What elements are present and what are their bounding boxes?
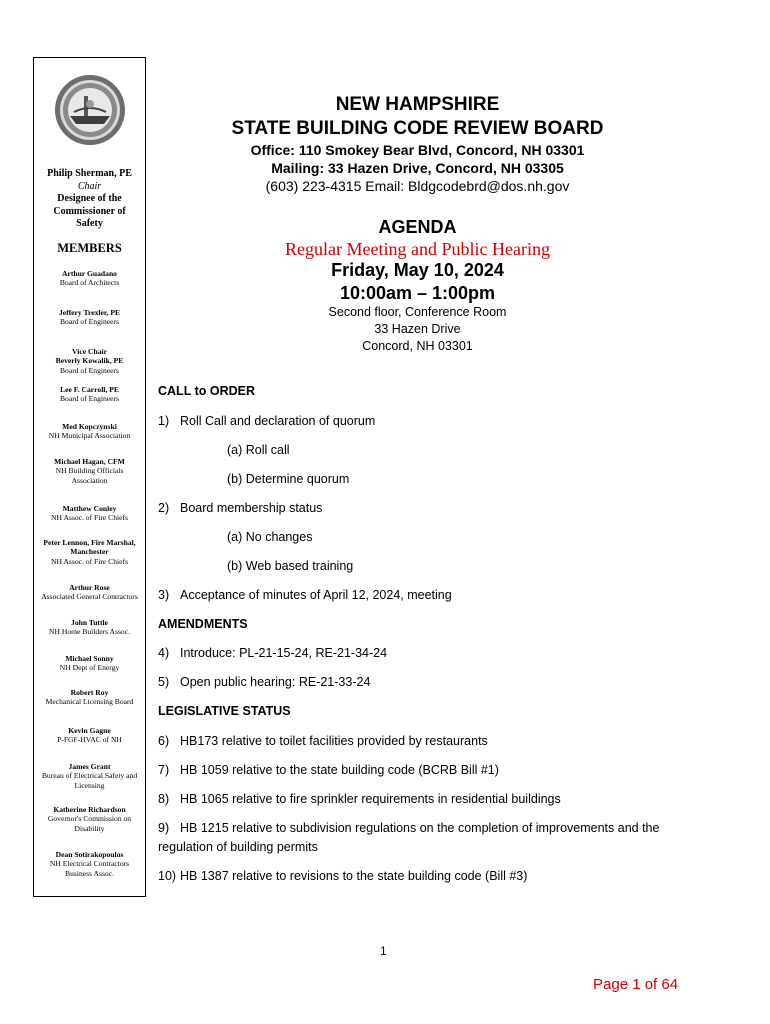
member-name: John Tuttle (71, 618, 108, 627)
section-legislative-status: LEGISLATIVE STATUS (158, 704, 291, 718)
member-organization: Association (71, 475, 108, 485)
member-entry (34, 654, 145, 673)
member-entry (34, 504, 145, 523)
member-entry (34, 583, 145, 602)
member-entry (34, 726, 145, 745)
member-name: Vice Chair (72, 347, 107, 356)
member-name: James Grant (68, 762, 111, 771)
member-organization: Disability (74, 823, 105, 833)
member-name: Lee F. Carroll, PE (60, 385, 119, 394)
member-organization: Bureau of Electrical Safety and (41, 771, 138, 781)
member-name: Kevin Gagne (68, 726, 111, 735)
member-entry (34, 308, 145, 327)
member-name: Arthur Guadano (62, 269, 117, 278)
agenda-item (158, 792, 561, 806)
agenda-subitem: (b) Determine quorum (227, 472, 350, 486)
agenda-item (158, 821, 659, 835)
member-organization: Associated General Contractors (41, 592, 138, 602)
item-number: 9) (158, 821, 170, 835)
chair-designation: Safety (76, 218, 103, 229)
contact-line: (603) 223-4315 Email: Bldgcodebrd@dos.nh.gov (265, 178, 570, 194)
member-entry (34, 347, 145, 375)
member-entry (34, 422, 145, 441)
agenda-item (158, 588, 452, 602)
member-name: Robert Roy (70, 688, 109, 697)
mailing-address: Mailing: 33 Hazen Drive, Concord, NH 03305 (271, 160, 564, 176)
agenda-item (158, 734, 488, 748)
member-organization: NH Home Builders Assoc. (49, 627, 130, 637)
member-name: Michael Sonny (65, 654, 114, 663)
agenda-subitem: (a) No changes (227, 530, 313, 544)
member-name: Peter Lennon, Fire Marshal, (43, 538, 136, 547)
item-text: Open public hearing: RE-21-33-24 (180, 675, 371, 689)
agenda-subitem: (a) Roll call (227, 443, 290, 457)
member-organization: NH Electrical Contractors (49, 859, 130, 869)
member-organization: Governor's Commission on (47, 814, 132, 824)
location-line: 33 Hazen Drive (374, 322, 461, 336)
agenda-title: AGENDA (378, 217, 457, 237)
item-text: Roll Call and declaration of quorum (180, 414, 376, 428)
member-entry (34, 762, 145, 790)
member-organization: Licensing (74, 780, 105, 790)
item-text: HB 1215 relative to subdivision regulations on the completion of improvements and the (180, 821, 660, 835)
member-name: Beverly Kowalik, PE (55, 356, 124, 366)
members-sidebar (33, 57, 146, 897)
item-number: 3) (158, 588, 170, 602)
org-name-line2: STATE BUILDING CODE REVIEW BOARD (231, 118, 604, 139)
member-name: Michael Hagan, CFM (54, 457, 125, 466)
member-name: Dean Sotirakopoulos (55, 850, 124, 859)
agenda-subitem: (b) Web based training (227, 559, 354, 573)
item-text: HB 1065 relative to fire sprinkler requirements in residential buildings (180, 792, 561, 806)
section-amendments: AMENDMENTS (158, 617, 248, 631)
member-organization: P-FGF-HVAC of NH (57, 735, 122, 745)
agenda-item (158, 675, 370, 689)
member-entry (34, 385, 145, 404)
member-entry (34, 688, 145, 707)
member-organization: Board of Architects (59, 278, 120, 288)
item-number: 10) (158, 869, 177, 883)
chair-designation: Designee of the (57, 193, 122, 204)
agenda-item (158, 763, 499, 777)
location-line: Second floor, Conference Room (328, 305, 507, 319)
state-seal-icon (54, 74, 126, 146)
member-name: Matthew Conley (62, 504, 117, 513)
member-organization: Board of Engineers (59, 317, 120, 327)
chair-designation: Commissioner of (53, 205, 126, 217)
member-name: Med Kopczynski (62, 422, 117, 431)
member-entry (34, 805, 145, 833)
office-address: Office: 110 Smokey Bear Blvd, Concord, NH 03301 (250, 142, 585, 158)
member-name: Katherine Richardson (53, 805, 126, 814)
member-name: Arthur Rose (69, 583, 110, 592)
page-of-total: Page 1 of 64 (593, 976, 679, 993)
item-text: HB 1059 relative to the state building code (BCRB Bill #1) (180, 763, 499, 777)
item-text: Board membership status (180, 501, 323, 515)
meeting-date: Friday, May 10, 2024 (331, 260, 504, 280)
chair-block (34, 168, 145, 231)
meeting-time: 10:00am – 1:00pm (339, 283, 496, 303)
member-entry (34, 618, 145, 637)
member-organization: Board of Engineers (59, 394, 120, 404)
item-number: 8) (158, 792, 170, 806)
member-entry (34, 850, 145, 878)
item-number: 2) (158, 501, 170, 515)
location-line: Concord, NH 03301 (362, 339, 473, 353)
member-entry (34, 457, 145, 485)
member-organization: NH Assoc. of Fire Chiefs (51, 513, 128, 523)
page-number: 1 (380, 944, 387, 958)
item-text: Acceptance of minutes of April 12, 2024, meeting (180, 588, 452, 602)
agenda-item (158, 501, 322, 515)
item-number: 5) (158, 675, 170, 689)
member-name: Jeffery Trexler, PE (58, 308, 121, 317)
item-text: Introduce: PL-21-15-24, RE-21-34-24 (180, 646, 388, 660)
agenda-item-continuation: regulation of building permits (158, 840, 318, 854)
member-entry (34, 538, 145, 566)
member-organization: Mechanical Licensing Board (45, 697, 134, 707)
member-organization: Business Assoc. (65, 868, 114, 878)
agenda-item (158, 646, 387, 660)
item-number: 4) (158, 646, 170, 660)
org-name-line1: NEW HAMPSHIRE (335, 94, 500, 115)
member-name: Manchester (70, 547, 109, 557)
item-number: 7) (158, 763, 170, 777)
section-call-to-order: CALL to ORDER (158, 384, 255, 398)
item-number: 1) (158, 414, 170, 428)
member-organization: NH Dept of Energy (59, 663, 120, 673)
member-organization: Board of Engineers (59, 365, 120, 375)
agenda-item (158, 869, 527, 883)
chair-name: Philip Sherman, PE (47, 168, 132, 179)
member-organization: NH Municipal Association (48, 431, 131, 441)
chair-role: Chair (77, 180, 102, 192)
meeting-type: Regular Meeting and Public Hearing (285, 239, 550, 259)
members-title: MEMBERS (57, 241, 122, 255)
agenda-item (158, 414, 375, 428)
item-text: HB 1387 relative to revisions to the state building code (Bill #3) (180, 869, 528, 883)
member-entry (34, 269, 145, 288)
member-organization: NH Assoc. of Fire Chiefs (51, 556, 128, 566)
member-organization: NH Building Officials (55, 466, 124, 476)
item-text: HB173 relative to toilet facilities provided by restaurants (180, 734, 488, 748)
item-number: 6) (158, 734, 170, 748)
